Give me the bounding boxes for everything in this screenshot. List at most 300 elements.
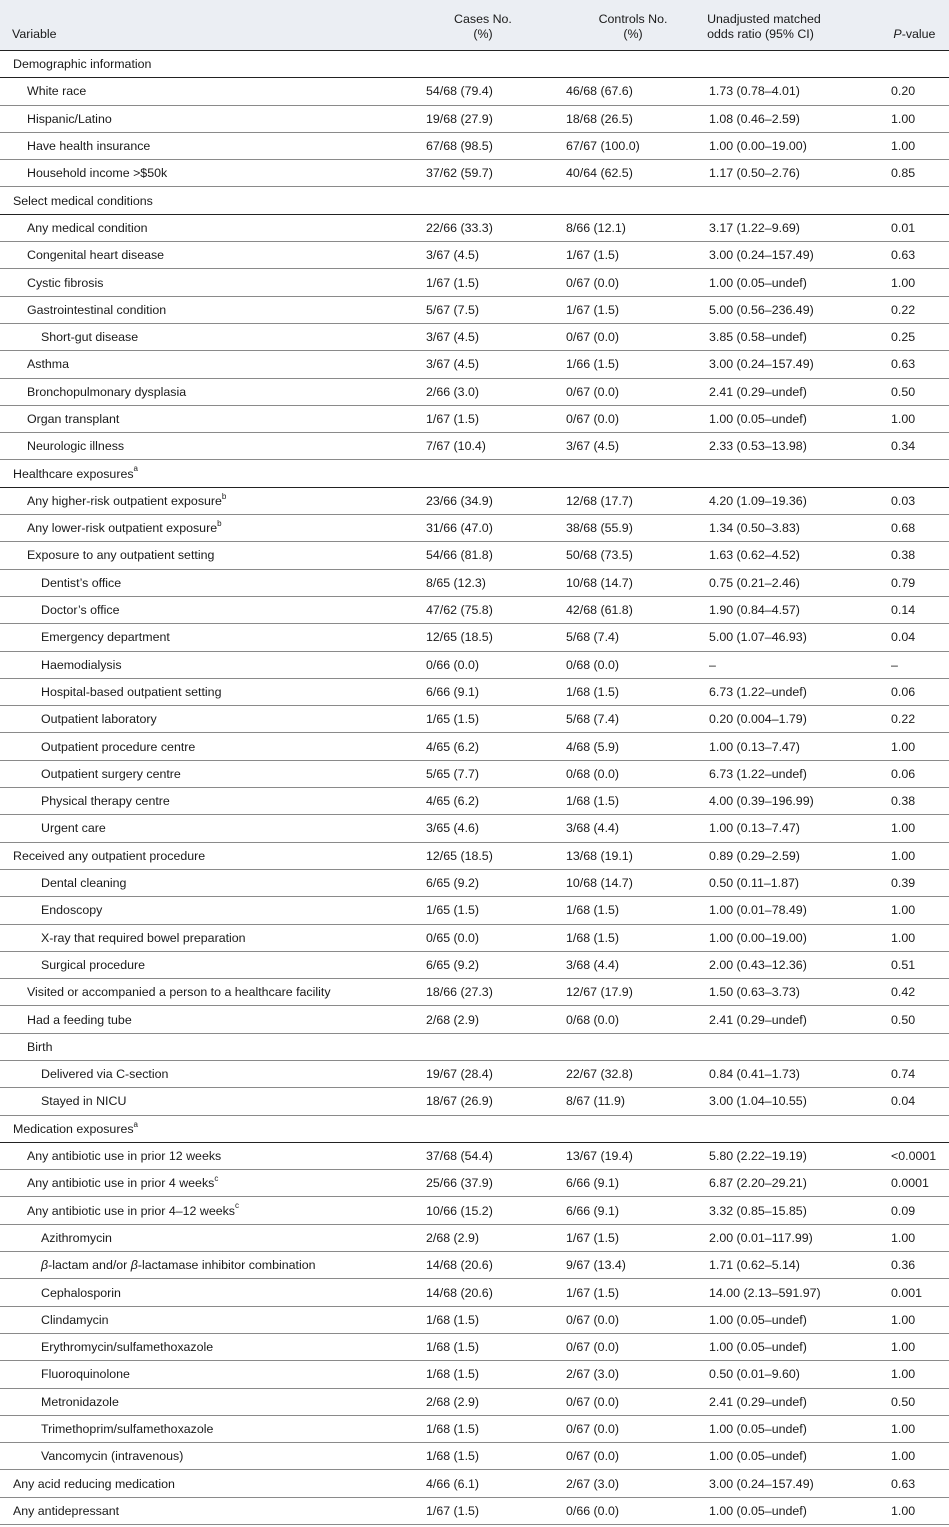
p-value-cell: 1.00 xyxy=(891,1449,916,1464)
variable-label: Any higher-risk outpatient exposure xyxy=(27,493,222,508)
table-row xyxy=(0,269,949,296)
cases-cell: 7/67 (10.4) xyxy=(426,439,486,454)
cases-cell: 12/65 (18.5) xyxy=(426,630,493,645)
variable-label: Asthma xyxy=(27,357,70,372)
cases-cell: 3/67 (4.5) xyxy=(426,357,480,372)
variable-cell xyxy=(0,985,412,999)
odds-ratio-cell: 2.00 (0.01–117.99) xyxy=(709,1230,813,1245)
controls-cell: 8/67 (11.9) xyxy=(566,1094,626,1109)
p-value-cell: 0.22 xyxy=(891,712,916,727)
variable-cell xyxy=(0,412,412,426)
variable-cell xyxy=(0,876,412,890)
cases-cell: 5/65 (7.7) xyxy=(426,766,480,781)
odds-ratio-cell: 1.50 (0.63–3.73) xyxy=(709,985,800,1000)
p-value-cell: 0.09 xyxy=(891,1203,916,1218)
table-body xyxy=(0,51,949,1525)
odds-ratio-cell: 1.34 (0.50–3.83) xyxy=(709,521,800,536)
controls-cell: 2/67 (3.0) xyxy=(566,1476,620,1491)
variable-label: Fluoroquinolone xyxy=(41,1367,130,1382)
controls-cell: 2/67 (3.0) xyxy=(566,1367,620,1382)
table-row xyxy=(0,1170,949,1197)
cases-cell: 0/66 (0.0) xyxy=(426,657,480,672)
controls-cell: 3/68 (4.4) xyxy=(566,821,620,836)
odds-ratio-cell: 2.41 (0.29–undef) xyxy=(709,1012,807,1027)
table-row xyxy=(0,597,949,624)
cases-cell: 4/66 (6.1) xyxy=(426,1476,480,1491)
cases-cell: 54/68 (79.4) xyxy=(426,84,493,99)
table-row xyxy=(0,652,949,679)
table-row xyxy=(0,570,949,597)
variable-label: Erythromycin/sulfamethoxazole xyxy=(41,1340,214,1355)
table-row xyxy=(0,488,949,515)
cases-cell: 6/66 (9.1) xyxy=(426,684,480,699)
cases-cell: 6/65 (9.2) xyxy=(426,876,480,891)
p-value-cell: 1.00 xyxy=(891,139,916,154)
variable-label: Surgical procedure xyxy=(41,957,146,972)
cases-cell: 1/65 (1.5) xyxy=(426,712,480,727)
odds-ratio-cell: 2.41 (0.29–undef) xyxy=(709,384,807,399)
cases-cell: 67/68 (98.5) xyxy=(426,139,493,154)
cases-cell: 3/65 (4.6) xyxy=(426,821,480,836)
controls-cell: 1/68 (1.5) xyxy=(566,930,620,945)
variable-cell xyxy=(0,439,412,453)
cases-cell: 1/68 (1.5) xyxy=(426,1312,480,1327)
variable-label: Any antibiotic use in prior 12 weeks xyxy=(27,1149,222,1164)
variable-label: Gastrointestinal condition xyxy=(27,302,167,317)
odds-ratio-cell: 1.00 (0.13–7.47) xyxy=(709,821,800,836)
table-row xyxy=(0,379,949,406)
variable-label: White race xyxy=(27,84,87,99)
p-value-cell: 0.51 xyxy=(891,957,916,972)
odds-ratio-cell: 0.84 (0.41–1.73) xyxy=(709,1067,800,1082)
cases-cell: 19/68 (27.9) xyxy=(426,111,493,126)
p-value-cell: 0.34 xyxy=(891,439,916,454)
cases-cell: 1/67 (1.5) xyxy=(426,1503,480,1518)
p-value-cell: 1.00 xyxy=(891,739,916,754)
odds-ratio-cell: 1.63 (0.62–4.52) xyxy=(709,548,800,563)
cases-cell: 25/66 (37.9) xyxy=(426,1176,493,1191)
odds-ratio-cell: 0.89 (0.29–2.59) xyxy=(709,848,800,863)
p-value-cell: 0.04 xyxy=(891,1094,916,1109)
cases-cell: 2/68 (2.9) xyxy=(426,1394,480,1409)
variable-cell xyxy=(0,330,412,344)
odds-ratio-cell: 1.00 (0.13–7.47) xyxy=(709,739,800,754)
variable-cell xyxy=(0,685,412,699)
header-p-value: P-value xyxy=(893,27,936,41)
controls-cell: 1/66 (1.5) xyxy=(566,357,620,372)
controls-cell: 0/67 (0.0) xyxy=(566,275,620,290)
table-row xyxy=(0,160,949,187)
p-value-cell: 0.25 xyxy=(891,330,916,345)
controls-cell: 0/67 (0.0) xyxy=(566,384,620,399)
variable-cell xyxy=(0,1449,412,1463)
cases-cell: 4/65 (6.2) xyxy=(426,794,480,809)
p-value-cell: 0.001 xyxy=(891,1285,923,1300)
variable-label: Any antibiotic use in prior 4–12 weeks xyxy=(27,1203,236,1218)
p-value-cell: 0.50 xyxy=(891,384,916,399)
variable-label: Trimethoprim/sulfamethoxazole xyxy=(41,1421,214,1436)
table-row xyxy=(0,1252,949,1279)
table-row xyxy=(0,870,949,897)
header-odds-ratio: Unadjusted matched odds ratio (95% CI) xyxy=(707,12,821,41)
variable-label: Hospital-based outpatient setting xyxy=(41,684,222,699)
controls-cell: 12/67 (17.9) xyxy=(566,985,633,1000)
section-header-row xyxy=(0,460,949,487)
cases-cell: 47/62 (75.8) xyxy=(426,603,493,618)
odds-ratio-cell: 3.32 (0.85–15.85) xyxy=(709,1203,807,1218)
controls-cell: 18/68 (26.5) xyxy=(566,111,633,126)
variable-cell xyxy=(0,1340,412,1354)
controls-cell: 13/68 (19.1) xyxy=(566,848,633,863)
odds-ratio-cell: 6.73 (1.22–undef) xyxy=(709,766,807,781)
odds-ratio-cell: 2.41 (0.29–undef) xyxy=(709,1394,807,1409)
variable-cell xyxy=(0,139,412,153)
controls-cell: 1/68 (1.5) xyxy=(566,794,620,809)
cases-cell: 1/68 (1.5) xyxy=(426,1367,480,1382)
variable-cell xyxy=(0,1201,412,1218)
cases-cell: 12/65 (18.5) xyxy=(426,848,493,863)
odds-ratio-cell: 5.00 (1.07–46.93) xyxy=(709,630,807,645)
variable-label: Had a feeding tube xyxy=(27,1012,132,1027)
section-header-row xyxy=(0,187,949,214)
table-row xyxy=(0,1225,949,1252)
footnote-marker: b xyxy=(221,491,227,501)
controls-cell: 0/67 (0.0) xyxy=(566,1421,620,1436)
variable-label: Cystic fibrosis xyxy=(27,275,104,290)
p-value-cell: 1.00 xyxy=(891,412,916,426)
p-value-cell: 0.42 xyxy=(891,985,916,1000)
p-value-cell: 0.20 xyxy=(891,84,916,99)
p-value-cell: 1.00 xyxy=(891,821,916,836)
controls-cell: 40/64 (62.5) xyxy=(566,166,633,181)
controls-cell: 1/67 (1.5) xyxy=(566,248,620,263)
controls-cell: 67/67 (100.0) xyxy=(566,139,640,154)
variable-label: Haemodialysis xyxy=(41,657,122,672)
cases-cell: 18/67 (26.9) xyxy=(426,1094,493,1109)
odds-ratio-cell: 2.00 (0.43–12.36) xyxy=(709,957,807,972)
table-row xyxy=(0,1307,949,1334)
cases-cell: 8/65 (12.3) xyxy=(426,575,486,590)
odds-ratio-cell: 3.00 (0.24–157.49) xyxy=(709,1476,814,1491)
cases-cell: 0/65 (0.0) xyxy=(426,930,480,945)
controls-cell: 0/67 (0.0) xyxy=(566,1449,620,1464)
p-value-cell: 1.00 xyxy=(891,930,916,945)
cases-cell: 37/68 (54.4) xyxy=(426,1149,493,1164)
footnote-marker: c xyxy=(235,1201,240,1211)
variable-label: Healthcare exposures xyxy=(13,466,134,481)
table-row xyxy=(0,351,949,378)
odds-ratio-cell: 1.00 (0.05–undef) xyxy=(709,1503,807,1518)
table-row xyxy=(0,297,949,324)
variable-cell xyxy=(0,958,412,972)
footnote-marker: a xyxy=(133,1119,138,1129)
p-value-cell: 1.00 xyxy=(891,1421,916,1436)
variable-cell xyxy=(0,1149,412,1163)
cases-cell: 19/67 (28.4) xyxy=(426,1067,493,1082)
controls-cell: 0/68 (0.0) xyxy=(566,657,620,672)
table-row xyxy=(0,925,949,952)
table-row xyxy=(0,78,949,105)
cases-cell: 6/65 (9.2) xyxy=(426,957,480,972)
variable-label: Select medical conditions xyxy=(13,193,153,208)
table-row xyxy=(0,815,949,842)
table-header xyxy=(0,0,949,51)
controls-cell: 0/67 (0.0) xyxy=(566,330,620,345)
variable-cell xyxy=(0,385,412,399)
variable-cell xyxy=(0,931,412,945)
variable-cell xyxy=(0,903,412,917)
cases-cell: 2/66 (3.0) xyxy=(426,384,480,399)
controls-cell: 0/67 (0.0) xyxy=(566,1340,620,1355)
p-value-cell: 0.85 xyxy=(891,166,916,181)
odds-ratio-cell: 3.00 (0.24–157.49) xyxy=(709,248,814,263)
p-value-cell: 0.22 xyxy=(891,302,916,317)
p-value-cell: 1.00 xyxy=(891,1312,916,1327)
p-value-cell: 1.00 xyxy=(891,903,916,918)
controls-cell: 6/66 (9.1) xyxy=(566,1203,620,1218)
variable-cell xyxy=(0,1067,412,1081)
controls-cell: 4/68 (5.9) xyxy=(566,739,620,754)
controls-cell: 46/68 (67.6) xyxy=(566,84,633,99)
cases-cell: 2/68 (2.9) xyxy=(426,1230,480,1245)
variable-label: Received any outpatient procedure xyxy=(13,848,206,863)
controls-cell: 12/68 (17.7) xyxy=(566,493,633,508)
table-row xyxy=(0,624,949,651)
table-row xyxy=(0,215,949,242)
variable-cell xyxy=(0,1504,412,1518)
table-row xyxy=(0,133,949,160)
controls-cell: 0/66 (0.0) xyxy=(566,1503,620,1518)
header-cases: Cases No. (%) xyxy=(454,12,512,41)
table-row xyxy=(0,979,949,1006)
variable-cell xyxy=(0,1395,412,1409)
variable-label: Physical therapy centre xyxy=(41,794,170,809)
variable-label: Outpatient procedure centre xyxy=(41,739,196,754)
variable-label: Medication exposures xyxy=(13,1121,134,1136)
odds-ratio-cell: 4.00 (0.39–196.99) xyxy=(709,794,814,809)
variable-label: Delivered via C-section xyxy=(41,1067,169,1082)
variable-cell xyxy=(0,491,412,508)
odds-ratio-cell: 6.73 (1.22–undef) xyxy=(709,684,807,699)
variable-label: Any acid reducing medication xyxy=(13,1476,175,1491)
controls-cell: 1/67 (1.5) xyxy=(566,1285,620,1300)
controls-cell: 1/67 (1.5) xyxy=(566,302,620,317)
p-value-cell: 1.00 xyxy=(891,275,916,290)
cases-cell: 23/66 (34.9) xyxy=(426,493,493,508)
variable-label: Stayed in NICU xyxy=(41,1094,127,1109)
p-value-cell: 0.74 xyxy=(891,1067,916,1082)
variable-label: Demographic information xyxy=(13,57,152,72)
odds-ratio-cell: 4.20 (1.09–19.36) xyxy=(709,493,807,508)
controls-cell: 6/66 (9.1) xyxy=(566,1176,620,1191)
odds-ratio-cell: 1.71 (0.62–5.14) xyxy=(709,1258,800,1273)
variable-cell xyxy=(0,464,412,481)
controls-cell: 1/68 (1.5) xyxy=(566,684,620,699)
odds-ratio-cell: 0.50 (0.01–9.60) xyxy=(709,1367,800,1382)
odds-ratio-cell: 1.17 (0.50–2.76) xyxy=(709,166,800,181)
odds-ratio-cell: 0.50 (0.11–1.87) xyxy=(709,876,800,891)
odds-ratio-cell: 1.00 (0.05–undef) xyxy=(709,1421,807,1436)
variable-cell xyxy=(0,57,412,71)
variable-cell xyxy=(0,276,412,290)
odds-ratio-cell: 5.00 (0.56–236.49) xyxy=(709,302,814,317)
variable-cell xyxy=(0,603,412,617)
table-row xyxy=(0,1498,949,1525)
variable-cell xyxy=(0,84,412,98)
controls-cell: 0/68 (0.0) xyxy=(566,766,620,781)
cases-cell: 37/62 (59.7) xyxy=(426,166,493,181)
variable-label: Exposure to any outpatient setting xyxy=(27,548,215,563)
cases-cell: 3/67 (4.5) xyxy=(426,330,480,345)
p-value-cell: 1.00 xyxy=(891,1367,916,1382)
variable-cell xyxy=(0,740,412,754)
variable-cell xyxy=(0,112,412,126)
odds-ratio-cell: 1.00 (0.05–undef) xyxy=(709,412,807,426)
variable-label: Any antibiotic use in prior 4 weeks xyxy=(27,1176,215,1191)
p-value-cell: 0.50 xyxy=(891,1394,916,1409)
odds-ratio-cell: 14.00 (2.13–591.97) xyxy=(709,1285,821,1300)
p-value-cell: 0.01 xyxy=(891,220,916,235)
table-row xyxy=(0,1088,949,1115)
footnote-marker: c xyxy=(214,1174,219,1184)
variable-label: Visited or accompanied a person to a healthcare facility xyxy=(27,985,331,1000)
table-row xyxy=(0,542,949,569)
odds-ratio-cell: 1.00 (0.00–19.00) xyxy=(709,139,807,154)
table-row xyxy=(0,1061,949,1088)
variable-label: Any antidepressant xyxy=(13,1503,120,1518)
p-value-cell: 0.39 xyxy=(891,876,916,891)
odds-ratio-cell: 1.00 (0.05–undef) xyxy=(709,275,807,290)
controls-cell: 5/68 (7.4) xyxy=(566,712,620,727)
cases-cell: 18/66 (27.3) xyxy=(426,985,493,1000)
cases-cell: 1/68 (1.5) xyxy=(426,1421,480,1436)
variable-cell xyxy=(0,630,412,644)
variable-label: Emergency department xyxy=(41,630,170,645)
variable-cell xyxy=(0,1477,412,1491)
variable-cell xyxy=(0,1176,412,1190)
controls-cell: 22/67 (32.8) xyxy=(566,1067,633,1082)
section-header-row xyxy=(0,51,949,78)
variable-label: Cephalosporin xyxy=(41,1285,121,1300)
variable-cell xyxy=(0,576,412,590)
table-row xyxy=(0,952,949,979)
variable-cell xyxy=(0,1367,412,1381)
controls-cell: 5/68 (7.4) xyxy=(566,630,620,645)
p-value-cell: 0.04 xyxy=(891,630,916,645)
odds-ratio-cell: 1.00 (0.00–19.00) xyxy=(709,930,807,945)
table-row xyxy=(0,1361,949,1388)
odds-ratio-cell: 3.00 (1.04–10.55) xyxy=(709,1094,807,1109)
odds-ratio-cell: 0.75 (0.21–2.46) xyxy=(709,575,800,590)
controls-cell: 3/68 (4.4) xyxy=(566,957,620,972)
controls-cell: 0/67 (0.0) xyxy=(566,1312,620,1327)
variable-cell xyxy=(0,1231,412,1245)
cases-cell: 54/66 (81.8) xyxy=(426,548,493,563)
odds-ratio-cell: 1.00 (0.05–undef) xyxy=(709,1312,807,1327)
cases-cell: 31/66 (47.0) xyxy=(426,521,493,536)
variable-label: Neurologic illness xyxy=(27,439,125,454)
odds-ratio-cell: 5.80 (2.22–19.19) xyxy=(709,1149,807,1164)
variable-label: Dental cleaning xyxy=(41,876,127,891)
cases-cell: 14/68 (20.6) xyxy=(426,1285,493,1300)
odds-ratio-cell: 0.20 (0.004–1.79) xyxy=(709,712,807,727)
p-value-cell: 0.63 xyxy=(891,248,916,263)
cases-cell: 4/65 (6.2) xyxy=(426,739,480,754)
variable-cell xyxy=(0,1258,412,1272)
p-value-cell: 0.0001 xyxy=(891,1176,929,1191)
variable-label: Clindamycin xyxy=(41,1312,109,1327)
variable-cell xyxy=(0,166,412,180)
table-row xyxy=(0,733,949,760)
cases-cell: 2/68 (2.9) xyxy=(426,1012,480,1027)
variable-cell xyxy=(0,794,412,808)
variable-cell xyxy=(0,1313,412,1327)
variable-cell xyxy=(0,194,412,208)
p-value-cell: 1.00 xyxy=(891,1503,916,1518)
controls-cell: 0/68 (0.0) xyxy=(566,1012,620,1027)
variable-cell xyxy=(0,767,412,781)
p-value-cell: 0.36 xyxy=(891,1258,916,1273)
controls-cell: 10/68 (14.7) xyxy=(566,876,633,891)
variable-label: Congenital heart disease xyxy=(27,248,165,263)
p-value-cell: 1.00 xyxy=(891,1340,916,1355)
controls-cell: 10/68 (14.7) xyxy=(566,575,633,590)
variable-label: Urgent care xyxy=(41,821,106,836)
table-row xyxy=(0,1143,949,1170)
controls-cell: 42/68 (61.8) xyxy=(566,603,633,618)
variable-cell xyxy=(0,821,412,835)
variable-label: Short-gut disease xyxy=(41,330,139,345)
variable-label: Any lower-risk outpatient exposure xyxy=(27,521,218,536)
variable-cell xyxy=(0,658,412,672)
variable-cell xyxy=(0,221,412,235)
variable-label: Outpatient surgery centre xyxy=(41,766,181,781)
odds-ratio-cell: 1.90 (0.84–4.57) xyxy=(709,603,800,618)
variable-label: Vancomycin (intravenous) xyxy=(41,1449,184,1464)
p-value-cell: 0.06 xyxy=(891,684,916,699)
controls-cell: 13/67 (19.4) xyxy=(566,1149,633,1164)
table-row xyxy=(0,406,949,433)
variable-label: Household income >$50k xyxy=(27,166,168,181)
table-row xyxy=(0,1416,949,1443)
controls-cell: 9/67 (13.4) xyxy=(566,1258,626,1273)
odds-ratio-cell: 1.00 (0.05–undef) xyxy=(709,1340,807,1355)
variable-label: Any medical condition xyxy=(27,220,148,235)
variable-label: Birth xyxy=(27,1039,53,1054)
variable-label: Metronidazole xyxy=(41,1394,119,1409)
controls-cell: 38/68 (55.9) xyxy=(566,521,633,536)
variable-label: Dentist’s office xyxy=(41,575,122,590)
p-value-cell: 0.38 xyxy=(891,548,916,563)
cases-cell: 22/66 (33.3) xyxy=(426,220,493,235)
table-row xyxy=(0,1443,949,1470)
controls-cell: 8/66 (12.1) xyxy=(566,220,626,235)
table-row xyxy=(0,897,949,924)
variable-label: Have health insurance xyxy=(27,139,151,154)
variable-label: Azithromycin xyxy=(41,1230,112,1245)
p-value-cell: 0.06 xyxy=(891,766,916,781)
section-header-row xyxy=(0,1116,949,1143)
header-variable: Variable xyxy=(12,27,57,41)
controls-cell: 1/67 (1.5) xyxy=(566,1230,620,1245)
variable-cell xyxy=(0,521,412,535)
p-value-cell: 0.38 xyxy=(891,794,916,809)
variable-cell xyxy=(0,849,412,863)
table-row xyxy=(0,843,949,870)
odds-ratio-cell: 1.00 (0.05–undef) xyxy=(709,1449,807,1464)
header-controls: Controls No. (%) xyxy=(598,12,668,41)
variable-label: β-lactam and/or β-lactamase inhibitor combination xyxy=(41,1258,316,1273)
